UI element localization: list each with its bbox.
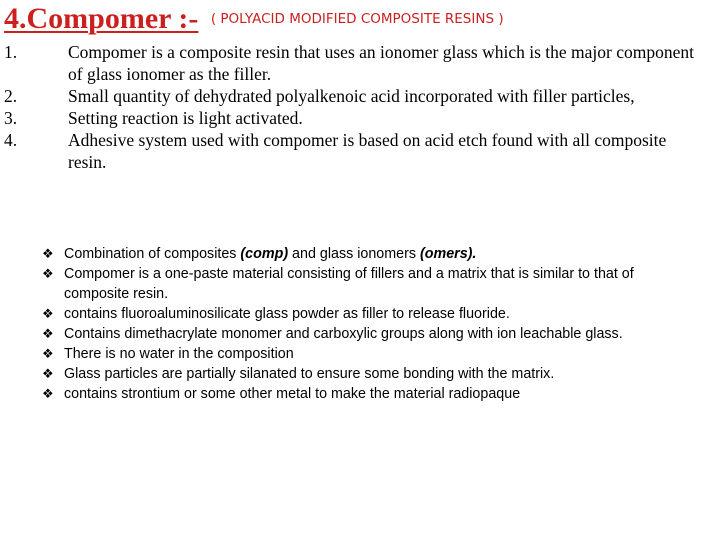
bullet-item xyxy=(42,364,682,384)
bullet-text-part: Combination of composites xyxy=(64,246,241,262)
slide-title-row xyxy=(4,2,504,36)
bullet-text: There is no water in the composition xyxy=(64,346,294,362)
list-text: Adhesive system used with compomer is based on acid etch found with all composite resin. xyxy=(68,130,667,172)
bullet-item xyxy=(42,344,682,364)
list-number: 4. xyxy=(4,130,18,150)
list-text: Compomer is a composite resin that uses an ionomer glass which is the major component of glass ionomer as the filler. xyxy=(68,42,694,84)
bullet-item xyxy=(42,324,682,344)
list-item xyxy=(4,41,704,85)
list-number: 3. xyxy=(4,108,18,128)
bullet-item xyxy=(42,264,682,304)
list-item xyxy=(4,107,704,129)
bullet-item xyxy=(42,244,682,264)
list-text: Setting reaction is light activated. xyxy=(68,108,303,128)
bullet-item xyxy=(42,384,682,404)
bullet-emphasis: (omers). xyxy=(420,246,477,262)
diamond-bullet-icon: ❖ xyxy=(42,246,54,261)
bullet-text: Contains dimethacrylate monomer and carboxylic groups along with ion leachable glass. xyxy=(64,326,623,342)
list-text: Small quantity of dehydrated polyalkenoic acid incorporated with filler particles, xyxy=(68,86,635,106)
bullet-emphasis: (comp) xyxy=(240,246,289,262)
diamond-bullet-icon: ❖ xyxy=(42,306,54,321)
bullet-text xyxy=(64,244,682,264)
bullet-text: contains strontium or some other metal to make the material radiopaque xyxy=(64,386,521,402)
list-number: 2. xyxy=(4,86,18,106)
bullet-text: Glass particles are partially silanated to ensure some bonding with the matrix. xyxy=(64,366,555,382)
slide-subtitle: ( POLYACID MODIFIED COMPOSITE RESINS ) xyxy=(210,11,504,27)
diamond-bullet-icon: ❖ xyxy=(42,346,54,361)
bullet-text: contains fluoroaluminosilicate glass powder as filler to release fluoride. xyxy=(64,306,510,322)
list-number: 1. xyxy=(4,42,18,62)
numbered-list xyxy=(4,41,704,173)
bullet-text: Compomer is a one-paste material consisting of fillers and a matrix that is similar to that of composite resin. xyxy=(64,266,634,302)
bullet-text-part: and glass ionomers xyxy=(288,246,420,262)
bullet-item xyxy=(42,304,682,324)
list-item xyxy=(4,129,704,173)
diamond-bullet-icon: ❖ xyxy=(42,266,54,281)
diamond-bullet-icon: ❖ xyxy=(42,326,54,341)
diamond-bullet-icon: ❖ xyxy=(42,386,54,401)
list-item xyxy=(4,85,704,107)
diamond-bullet-icon: ❖ xyxy=(42,366,54,381)
slide-title: 4.Compomer :- xyxy=(4,2,199,35)
bullet-list xyxy=(42,244,682,404)
